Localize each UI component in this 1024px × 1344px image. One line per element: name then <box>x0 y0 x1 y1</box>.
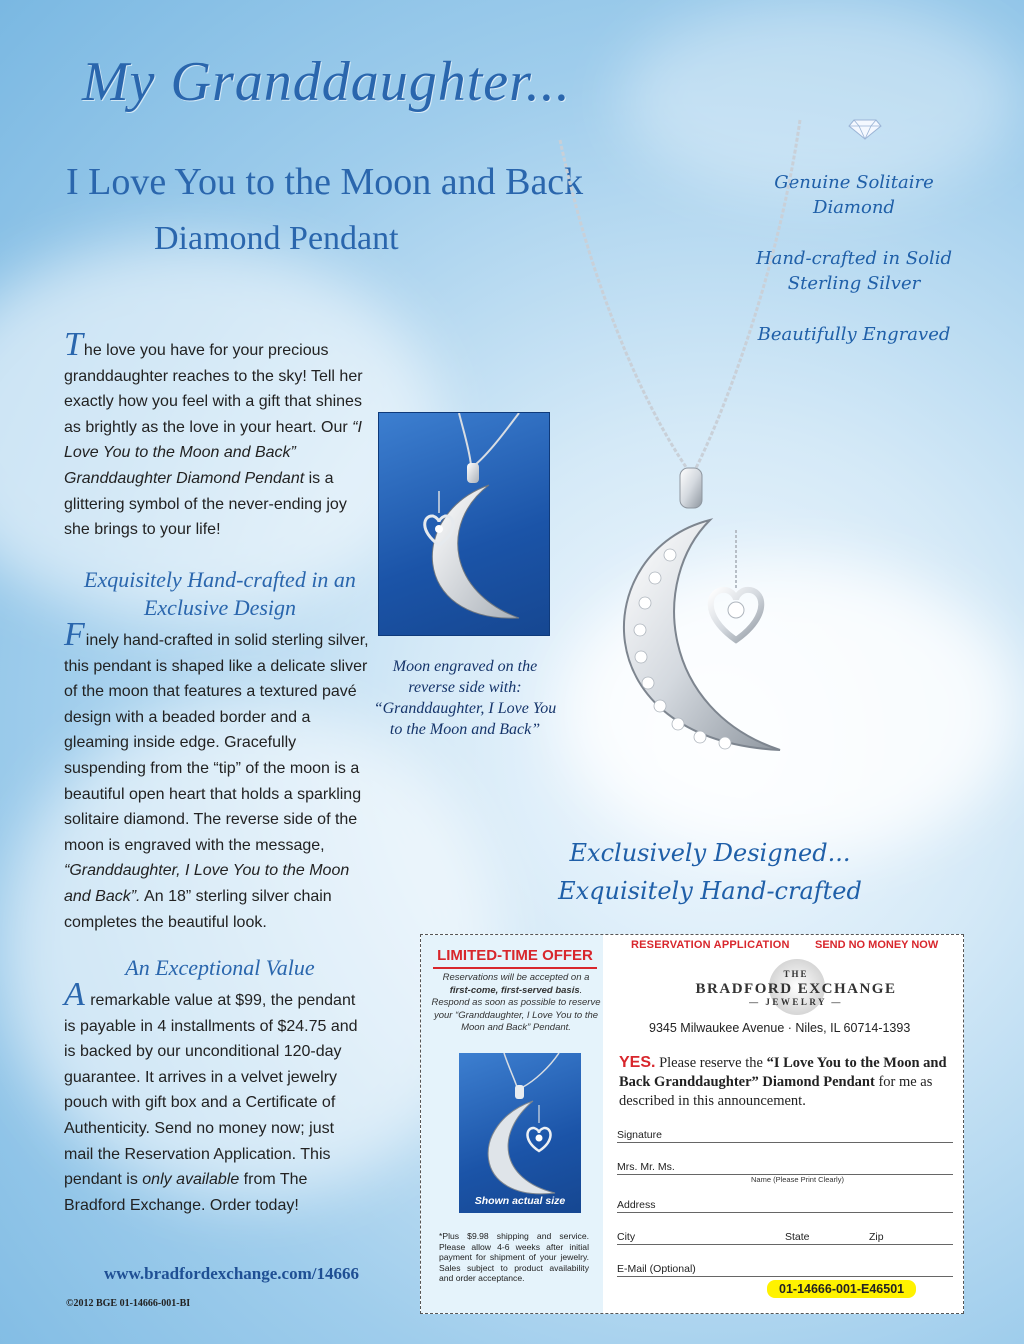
design-dropcap: F <box>64 616 85 653</box>
tagline-line2: Exquisitely Hand-crafted <box>558 877 862 905</box>
order-code: 01-14666-001-E46501 <box>767 1280 916 1298</box>
send-no-money-heading: SEND NO MONEY NOW <box>815 939 939 951</box>
reservation-heading: RESERVATION APPLICATION <box>631 939 790 951</box>
feature-item: Hand-crafted in Solid Sterling Silver <box>755 248 953 294</box>
offer-text <box>431 972 601 1035</box>
state-label: State <box>785 1231 810 1243</box>
reverse-side-photo <box>378 412 550 636</box>
inset-caption: Moon engraved on the reverse side with: “Granddaughter, I Love You to the Moon and Back” <box>373 658 557 738</box>
name-field-hint: Name (Please Print Clearly) <box>751 1175 844 1184</box>
logo-the: THE <box>783 969 809 979</box>
design-heading: Exquisitely Hand-crafted in an Exclusive Design <box>84 567 356 620</box>
reservation-coupon <box>420 934 964 1314</box>
name-field[interactable] <box>617 1161 953 1175</box>
offer-text-bold: first-come, first-served basis <box>449 984 580 996</box>
tagline-line1: Exclusively Designed... <box>569 839 851 867</box>
logo-jewelry: — JEWELRY — <box>749 997 843 1007</box>
design-paragraph <box>64 616 370 935</box>
intro-text-end: is a glittering symbol of the never-ending joy she brings to your life! <box>64 469 347 539</box>
yes-text-1: Please reserve the <box>655 1055 767 1071</box>
headline-title: My Granddaughter... <box>82 51 571 113</box>
signature-field[interactable] <box>617 1129 953 1143</box>
feature-item: Genuine Solitaire Diamond <box>774 172 934 218</box>
copyright: ©2012 BGE 01-14666-001-BI <box>66 1298 191 1309</box>
feature-item: Beautifully Engraved <box>757 324 951 345</box>
tagline <box>540 834 880 910</box>
headline-subtitle: I Love You to the Moon and Back <box>66 161 584 203</box>
email-field[interactable] <box>617 1263 953 1277</box>
address-label: Address <box>617 1199 656 1211</box>
yes-word: YES. <box>619 1054 656 1071</box>
intro-dropcap: T <box>64 326 83 363</box>
address-field[interactable] <box>617 1199 953 1213</box>
email-label: E-Mail (Optional) <box>617 1263 696 1275</box>
value-heading: An Exceptional Value <box>125 955 315 980</box>
yes-text-2: for me as described in this announcement. <box>619 1074 933 1109</box>
city-label: City <box>617 1231 636 1243</box>
design-text-end: An 18” sterling silver chain completes the beautiful look. <box>64 887 332 931</box>
logo-name: BRADFORD EXCHANGE <box>695 981 897 997</box>
city-state-zip-field[interactable] <box>617 1231 953 1245</box>
value-paragraph <box>64 976 366 1218</box>
value-text: remarkable value at $99, the pendant is payable in 4 installments of $24.75 and is backed by our unconditional 120-day guarantee. It arrives in a velvet jewelry pouch with gift box and a Certificate of Authenticity. Send no money now; just mail the Reservation Application. This pendant is <box>64 992 358 1189</box>
shown-actual-size-label: Shown actual size <box>474 1195 566 1207</box>
intro-paragraph <box>64 326 374 543</box>
offer-divider <box>433 967 597 969</box>
diamond-icon <box>848 118 882 140</box>
intro-italic: “I Love You to the Moon and Back” Granddaughter Diamond Pendant <box>64 418 362 487</box>
value-italic: only available <box>142 1171 240 1189</box>
signature-label: Signature <box>617 1129 662 1141</box>
yes-product: “I Love You to the Moon and Back Granddaughter” Diamond Pendant <box>619 1055 947 1090</box>
reservation-statement <box>619 1053 955 1111</box>
actual-size-photo <box>459 1053 581 1213</box>
value-dropcap: A <box>64 976 85 1013</box>
headline-product-name: Diamond Pendant <box>154 220 399 257</box>
offer-title: LIMITED-TIME OFFER <box>437 947 593 964</box>
design-italic: “Granddaughter, I Love You to the Moon and Back”. <box>64 862 350 905</box>
offer-text-2: . Respond as soon as possible to reserve your “Granddaughter, I Love You to the Moon and Back” Pendant. <box>431 984 601 1033</box>
intro-text: he love you have for your precious granddaughter reaches to the sky! Tell her exactly how you feel with a gift that shines as brightly as the love in your heart. Our <box>64 342 363 436</box>
website-link[interactable]: www.bradfordexchange.com/14666 <box>104 1264 359 1283</box>
offer-text-1: Reservations will be accepted on a <box>442 972 590 983</box>
name-label: Mrs. Mr. Ms. <box>617 1161 675 1173</box>
design-text: inely hand-crafted in solid sterling silver, this pendant is shaped like a delicate sliver of the moon that features a textured pavé design with a beaded border and a gleaming inside edge. Gracefully suspending from the “tip” of the moon is a beautiful open heart that holds a sparkling solitaire diamond. The reverse side of the moon is engraved with the message, <box>64 632 369 854</box>
value-text-end: from The Bradford Exchange. Order today! <box>64 1171 308 1214</box>
fine-print: *Plus $9.98 shipping and service. Please allow 4-6 weeks after initial payment for shipment of your jewelry. Sales subject to product availability and order acceptance. <box>439 1231 589 1284</box>
mailing-address: 9345 Milwaukee Avenue · Niles, IL 60714-1393 <box>649 1021 911 1035</box>
offer-panel <box>421 935 603 1313</box>
zip-label: Zip <box>869 1231 884 1243</box>
bradford-exchange-logo <box>665 959 927 1013</box>
